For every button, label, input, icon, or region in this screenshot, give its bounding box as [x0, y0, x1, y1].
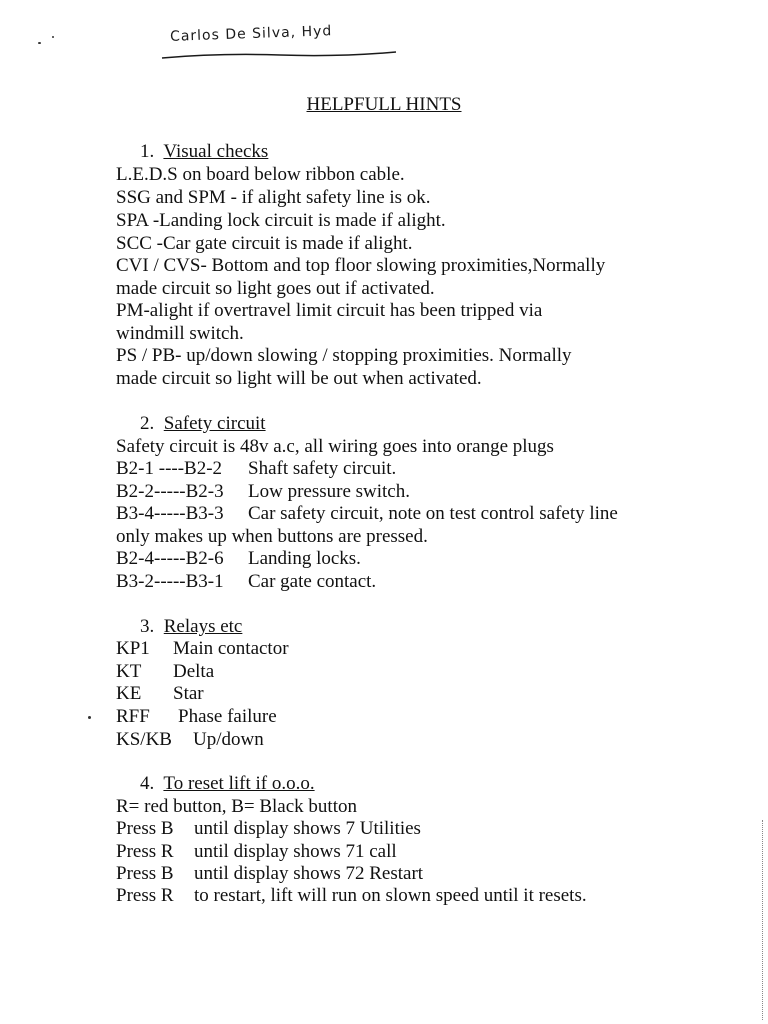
- relay-desc: Up/down: [193, 729, 264, 750]
- table-row-desc: Low pressure switch.: [248, 481, 410, 502]
- table-row-code: B3-2-----B3-1: [116, 571, 224, 592]
- handwritten-author-note: Carlos De Silva, Hyd: [169, 23, 333, 45]
- step-desc: until display shows 71 call: [194, 841, 397, 862]
- section-line: SPA -Landing lock circuit is made if alight.: [116, 210, 446, 231]
- relay-desc: Delta: [173, 661, 215, 682]
- section-line: made circuit so light will be out when activated.: [116, 368, 482, 389]
- handwritten-underline: [160, 50, 400, 64]
- section-line: made circuit so light goes out if activated.: [116, 278, 435, 299]
- table-row-desc: Shaft safety circuit.: [248, 458, 397, 479]
- relay-code: KE: [116, 683, 142, 704]
- step-key: Press B: [116, 818, 174, 839]
- section-intro: Safety circuit is 48v a.c, all wiring goes into orange plugs: [116, 436, 554, 457]
- section-heading-visual-checks: 1. Visual checks: [140, 141, 269, 162]
- section-intro: R= red button, B= Black button: [116, 796, 357, 817]
- section-line: SCC -Car gate circuit is made if alight.: [116, 233, 413, 254]
- scan-speck: [88, 716, 91, 719]
- step-desc: until display shows 72 Restart: [194, 863, 424, 884]
- scan-speck: [52, 36, 54, 38]
- step-key: Press R: [116, 885, 174, 906]
- table-row-desc: Car safety circuit, note on test control safety line: [248, 503, 618, 524]
- table-row-desc: only makes up when buttons are pressed.: [116, 526, 428, 547]
- table-row-code: B3-4-----B3-3: [116, 503, 224, 524]
- scan-speck: [38, 42, 41, 44]
- table-row-code: B2-2-----B2-3: [116, 481, 224, 502]
- relay-desc: Phase failure: [178, 706, 277, 727]
- table-row-desc: Landing locks.: [248, 548, 361, 569]
- section-heading-relays: 3. Relays etc: [140, 616, 243, 637]
- relay-desc: Main contactor: [173, 638, 289, 659]
- scan-edge-mark: [762, 820, 763, 1020]
- section-line: PS / PB- up/down slowing / stopping proximities. Normally: [116, 345, 572, 366]
- step-key: Press B: [116, 863, 174, 884]
- section-heading-safety-circuit: 2. Safety circuit: [140, 413, 266, 434]
- table-row-code: B2-1 ----B2-2: [116, 458, 223, 479]
- section-line: SSG and SPM - if alight safety line is ok.: [116, 187, 431, 208]
- section-heading-reset-lift: 4. To reset lift if o.o.o.: [140, 773, 315, 794]
- step-desc: until display shows 7 Utilities: [194, 818, 421, 839]
- relay-code: KT: [116, 661, 142, 682]
- relay-desc: Star: [173, 683, 204, 704]
- table-row-code: B2-4-----B2-6: [116, 548, 224, 569]
- page-title: HELPFULL HINTS: [306, 94, 462, 115]
- relay-code: RFF: [116, 706, 150, 727]
- section-line: L.E.D.S on board below ribbon cable.: [116, 164, 405, 185]
- section-line: windmill switch.: [116, 323, 244, 344]
- section-line: CVI / CVS- Bottom and top floor slowing proximities,Normally: [116, 255, 606, 276]
- table-row-desc: Car gate contact.: [248, 571, 377, 592]
- relay-code: KP1: [116, 638, 150, 659]
- section-line: PM-alight if overtravel limit circuit has been tripped via: [116, 300, 543, 321]
- step-desc: to restart, lift will run on slown speed until it resets.: [194, 885, 587, 906]
- relay-code: KS/KB: [116, 729, 172, 750]
- step-key: Press R: [116, 841, 174, 862]
